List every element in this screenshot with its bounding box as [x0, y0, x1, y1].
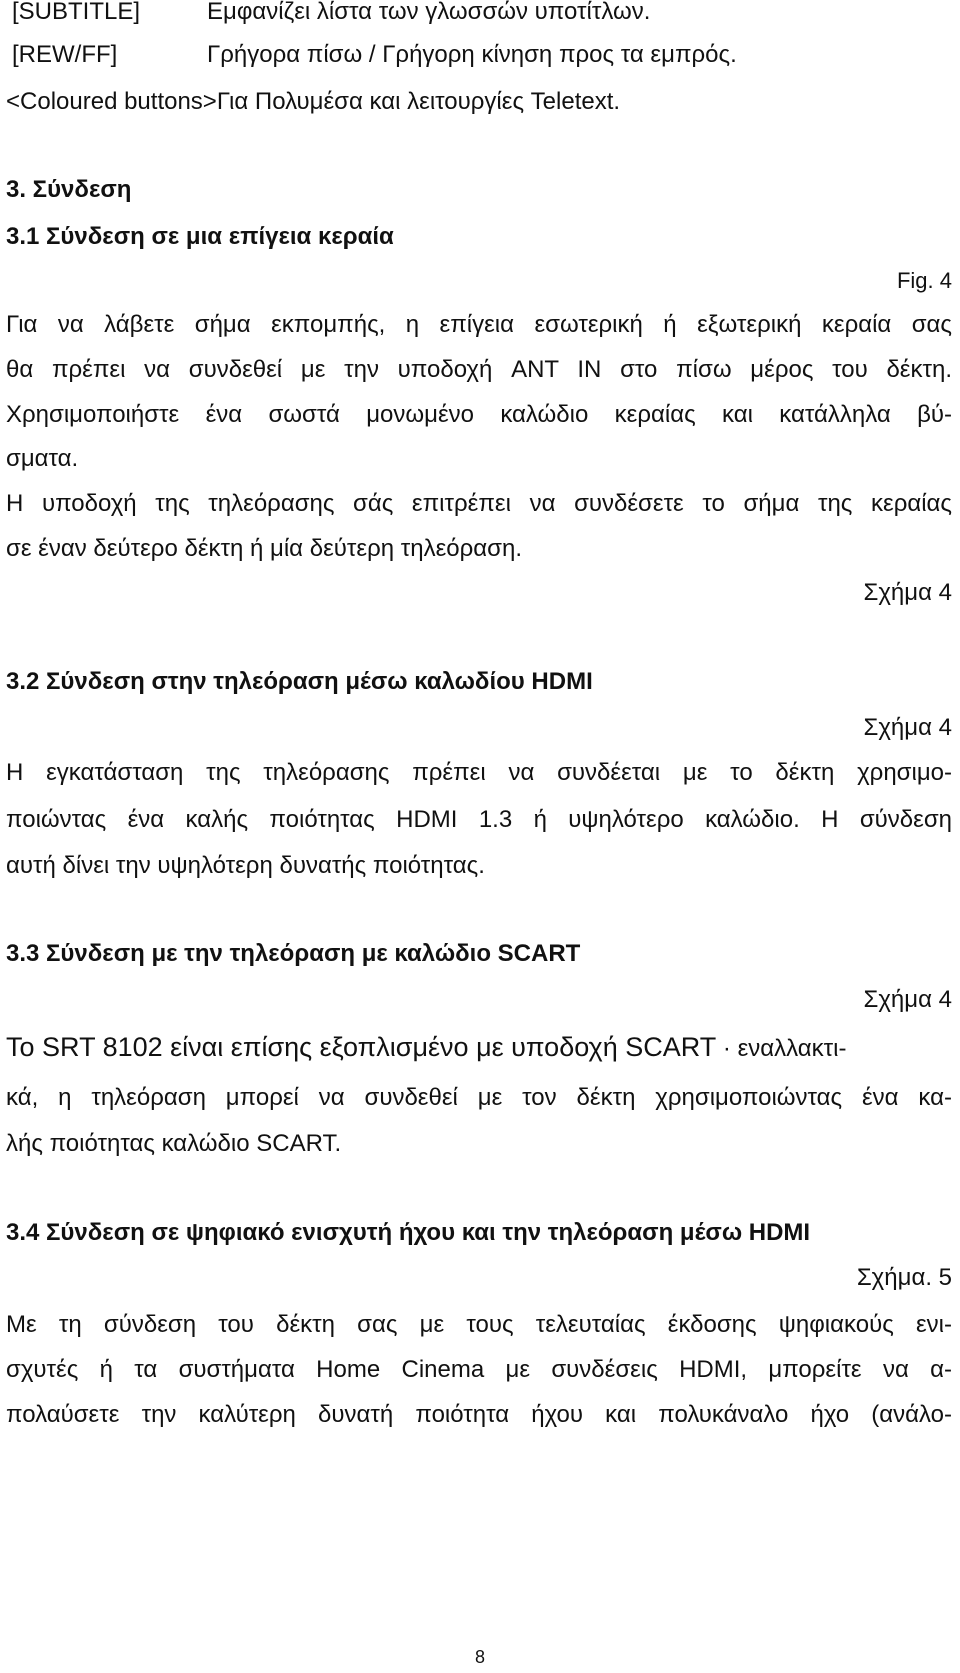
figure-reference: Fig. 4 — [896, 268, 952, 293]
subsection-heading: 3.2 Σύνδεση στην τηλεόραση μέσω καλωδίου HDMI — [6, 668, 593, 695]
paragraph-line: σε έναν δεύτερο δέκτη ή μία δεύτερη τηλεόραση. — [6, 535, 522, 562]
remote-key-description: Εμφανίζει λίστα των γλωσσών υποτίτλων. — [207, 0, 651, 25]
paragraph-line: ποιώντας ένα καλής ποιότητας HDMI 1.3 ή υψηλότερο καλώδιο. Η σύνδεση — [6, 806, 952, 833]
figure-reference: Σχήμα. 5 — [856, 1264, 952, 1291]
paragraph-line: θα πρέπει να συνδεθεί με την υποδοχή ANT IN στο πίσω μέρος του δέκτη. — [6, 356, 952, 383]
remote-key-name: [SUBTITLE] — [12, 0, 141, 25]
paragraph-line: Η εγκατάσταση της τηλεόρασης πρέπει να συνδέεται με το δέκτη χρησιμο- — [6, 759, 952, 786]
figure-reference: Σχήμα 4 — [863, 714, 952, 741]
paragraph-line: Με τη σύνδεση του δέκτη σας με τους τελευταίας έκδοσης ψηφιακούς ενι- — [6, 1311, 952, 1338]
paragraph-line — [6, 1033, 846, 1063]
subsection-heading: 3.4 Σύνδεση σε ψηφιακό ενισχυτή ήχου και την τηλεόραση μέσω HDMI — [6, 1219, 811, 1246]
paragraph-line: Χρησιμοποιήστε ένα σωστά μονωμένο καλώδιο κεραίας και κατάλληλα βύ- — [6, 401, 952, 428]
paragraph-line: σχυτές ή τα συστήματα Home Cinema με συνδέσεις HDMI, μπορείτε να α- — [6, 1356, 952, 1383]
paragraph-line: Για να λάβετε σήμα εκπομπής, η επίγεια εσωτερική ή εξωτερική κεραία σας — [6, 311, 952, 338]
figure-reference: Σχήμα 4 — [863, 579, 952, 606]
remote-key-name: [REW/FF] — [12, 41, 118, 68]
page-number: 8 — [474, 1647, 485, 1667]
subsection-heading: 3.3 Σύνδεση με την τηλεόραση με καλώδιο SCART — [6, 940, 581, 967]
figure-reference: Σχήμα 4 — [863, 986, 952, 1013]
coloured-buttons-line: <Coloured buttons>Για Πολυμέσα και λειτουργίες Teletext. — [6, 88, 621, 115]
remote-key-description: Γρήγορα πίσω / Γρήγορη κίνηση προς τα εμπρός. — [207, 41, 737, 68]
paragraph-line: σματα. — [6, 445, 79, 472]
section-heading: 3. Σύνδεση — [6, 176, 132, 203]
paragraph-line: πολαύσετε την καλύτερη δυνατή ποιότητα ήχου και πολυκάναλο ήχο (ανάλο- — [6, 1401, 952, 1428]
paragraph-text: · εναλλακτι- — [722, 1035, 847, 1062]
subsection-heading: 3.1 Σύνδεση σε μια επίγεια κεραία — [6, 223, 394, 250]
paragraph-line: λής ποιότητας καλώδιο SCART. — [6, 1130, 342, 1157]
paragraph-line: αυτή δίνει την υψηλότερη δυνατής ποιότητας. — [6, 852, 485, 879]
paragraph-text: Το SRT 8102 είναι επίσης εξοπλισμένο με υποδοχή SCART — [6, 1032, 717, 1062]
paragraph-line: κά, η τηλεόραση μπορεί να συνδεθεί με τον δέκτη χρησιμοποιώντας ένα κα- — [6, 1084, 952, 1111]
paragraph-line: Η υποδοχή της τηλεόρασης σάς επιτρέπει να συνδέσετε το σήμα της κεραίας — [6, 490, 952, 517]
